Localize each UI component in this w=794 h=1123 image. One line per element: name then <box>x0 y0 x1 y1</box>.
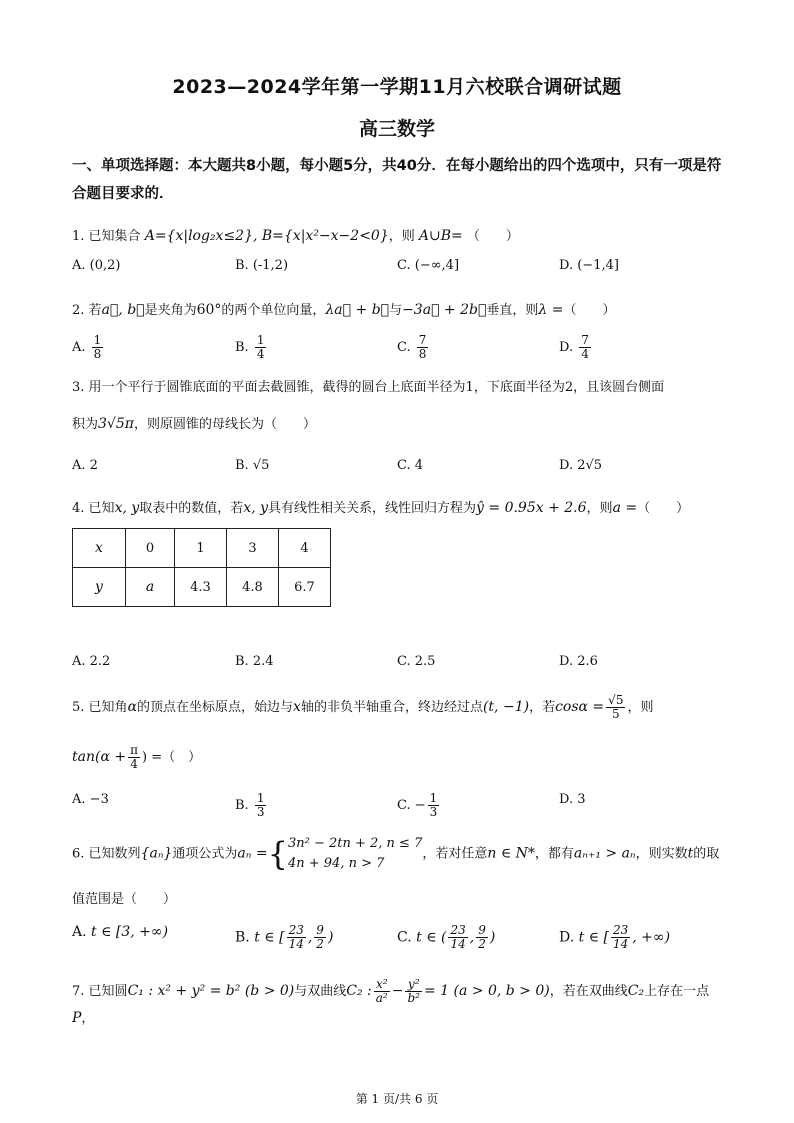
table-cell: y <box>73 568 126 607</box>
option-d[interactable]: D. (−1,4] <box>559 258 619 273</box>
option-b[interactable]: B. 2.4 <box>235 654 274 669</box>
option-a[interactable]: A. t ∈ [3, +∞) <box>72 924 169 940</box>
question-7: 7. 已知圆C₁ : x² + y² = b² (b > 0)与双曲线C₂ : $\frac{\text{x²}}{\text{a²}}$ − $\frac{\text{y²}}{\text{b²}}$ = 1 (a > 0, b > 0)，若在双曲线C₂上存在一点P， <box>72 977 710 1026</box>
option-d[interactable]: D. 2.6 <box>559 654 598 669</box>
table-cell: 0 <box>126 529 175 568</box>
page-footer: 第 1 页/共 6 页 <box>355 1092 439 1106</box>
option-a[interactable]: A. 2.2 <box>72 654 111 669</box>
section-heading: 一、单项选择题：本大题共8小题，每小题5分，共40分．在每小题给出的四个选项中，只有一项是符合题目要求的． <box>72 158 722 202</box>
question-1: 1. 已知集合 A={x|log₂x≤2}, B={x|x²−x−2<0}，则 A∪B= （ ） <box>72 228 519 244</box>
question-4-options <box>72 654 722 680</box>
option-c[interactable]: C. 2.5 <box>397 654 436 669</box>
table-cell: 1 <box>175 529 227 568</box>
option-b[interactable]: B. t ∈ [ $\frac{23}{14}$ , $\frac{9}{2}$ ) <box>235 923 334 951</box>
question-5-line2: tan(α + $\frac{\pi}{4}$ ) =（ ） <box>72 743 202 771</box>
question-3-options <box>72 458 722 484</box>
table-cell: a <box>126 568 175 607</box>
piecewise-cases: 3n² − 2tn + 2, n ≤ 7 4n + 94, n > 7 <box>287 836 423 871</box>
option-b[interactable]: B. $\frac{1}{3}$ <box>235 791 265 819</box>
table-cell: x <box>73 529 126 568</box>
question-6-options <box>72 924 722 960</box>
question-1-options <box>72 258 722 284</box>
option-c[interactable]: C. $\frac{7}{8}$ <box>397 333 427 361</box>
option-b[interactable]: B. √5 <box>235 458 270 473</box>
option-b[interactable]: B. (-1,2) <box>235 258 289 273</box>
question-6-line2: 值范围是（ ） <box>72 892 177 907</box>
table-cell: 3 <box>227 529 279 568</box>
question-5: 5. 已知角α的顶点在坐标原点，始边与x轴的非负半轴重合，终边经过点(t, −1)，若cosα = $\frac{√5}{5}$ ，则 <box>72 693 654 721</box>
option-a[interactable]: A. 2 <box>72 458 98 473</box>
option-d[interactable]: D. t ∈ [ $\frac{23}{14}$ , +∞) <box>559 923 671 951</box>
option-d[interactable]: D. 2√5 <box>559 458 603 473</box>
page-title: 2023—2024学年第一学期11月六校联合调研试题 <box>172 76 622 98</box>
data-table <box>72 528 331 607</box>
option-c[interactable]: C. 4 <box>397 458 424 473</box>
question-number: 1. <box>72 229 85 244</box>
option-a[interactable]: A. −3 <box>72 792 109 807</box>
question-4: 4. 已知x, y取表中的数值，若x, y具有线性相关关系，线性回归方程为ŷ = 0.95x + 2.6，则a =（ ） <box>72 500 690 516</box>
option-c[interactable]: C. (−∞,4] <box>397 258 460 273</box>
question-3-line2: 积为3√5π，则原圆锥的母线长为（ ） <box>72 416 316 432</box>
option-b[interactable]: B. $\frac{1}{4}$ <box>235 333 265 361</box>
question-3: 3. 用一个平行于圆锥底面的平面去截圆锥，截得的圆台上底面半径为1，下底面半径为2，且该圆台侧面 <box>72 380 665 395</box>
question-6: 6. 已知数列{aₙ}通项公式为aₙ ={ 3n² − 2tn + 2, n ≤ 7 4n + 94, n > 7 ，若对任意n ∈ N*，都有aₙ₊₁ > aₙ，则实数t的取 <box>72 835 720 873</box>
subject-title: 高三数学 <box>358 118 435 140</box>
table-cell: 4 <box>279 529 331 568</box>
question-2-options <box>72 334 722 370</box>
option-d[interactable]: D. 3 <box>559 792 586 807</box>
option-a[interactable]: A. (0,2) <box>72 258 121 273</box>
table-cell: 4.8 <box>227 568 279 607</box>
option-a[interactable]: A. $\frac{1}{8}$ <box>72 333 102 361</box>
option-c[interactable]: C. t ∈ ( $\frac{23}{14}$ , $\frac{9}{2}$ ) <box>397 923 496 951</box>
table-cell: 4.3 <box>175 568 227 607</box>
brace-glyph: { <box>267 835 288 873</box>
option-d[interactable]: D. $\frac{7}{4}$ <box>559 333 589 361</box>
option-c[interactable]: C. − $\frac{1}{3}$ <box>397 791 438 819</box>
table-row <box>73 529 331 568</box>
question-2: 2. 若a⃗, b⃗是夹角为60°的两个单位向量，λa⃗ + b⃗与−3a⃗ + 2b⃗垂直，则λ =（ ） <box>72 302 616 318</box>
question-5-options <box>72 792 722 828</box>
table-row <box>73 568 331 607</box>
table-cell: 6.7 <box>279 568 331 607</box>
